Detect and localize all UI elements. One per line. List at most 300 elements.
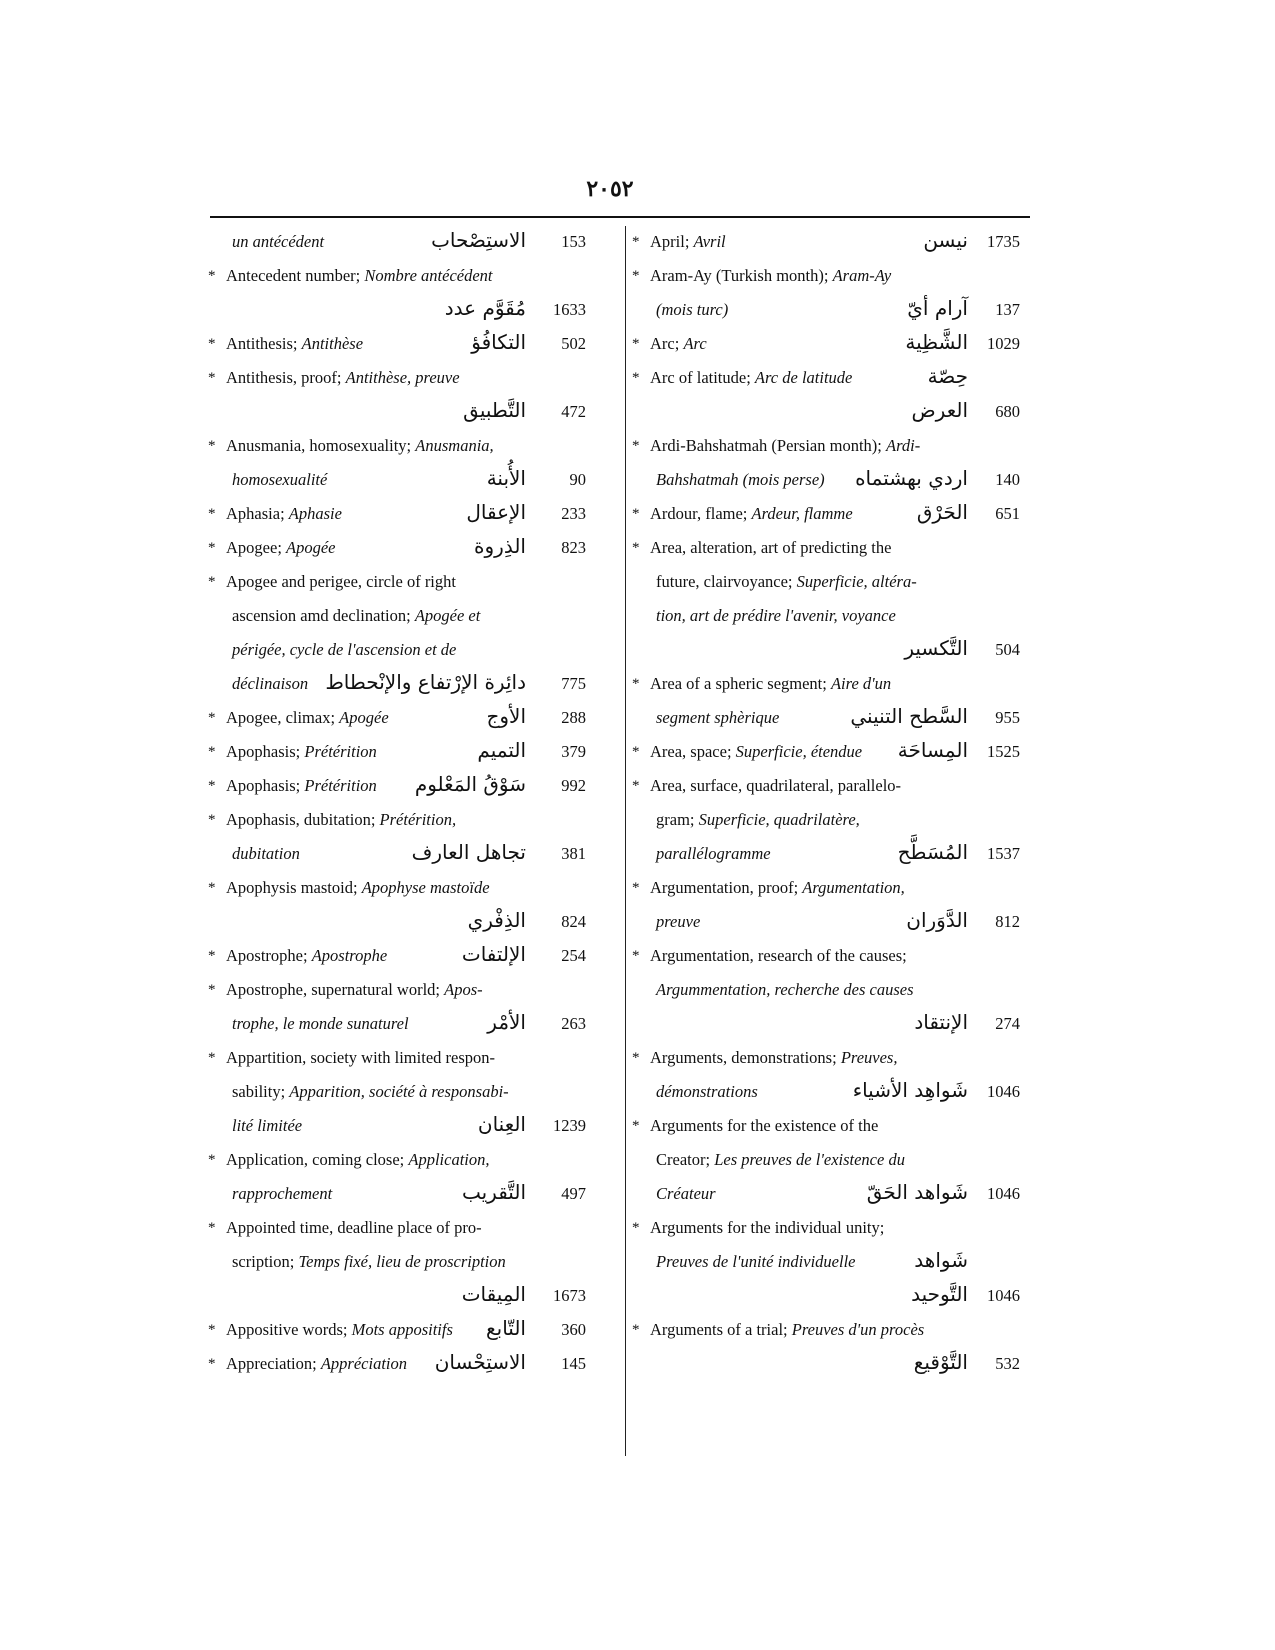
- entry-number: 992: [561, 776, 586, 795]
- entry-line: [632, 260, 1040, 294]
- entry-line: [632, 872, 1040, 906]
- entry-bullet: *: [632, 370, 640, 386]
- entry-number: 812: [995, 912, 1020, 931]
- entry-bullet: *: [632, 676, 640, 692]
- entry-english: Area, surface, quadrilateral, parallelo-: [650, 776, 902, 795]
- entry-line: [208, 804, 616, 838]
- entry-number: 775: [561, 674, 586, 693]
- entry-line: [208, 634, 616, 668]
- entry-arabic-term: السَّطح التنيني: [850, 704, 968, 728]
- entry-text: [650, 742, 862, 762]
- entry-text: [232, 1184, 332, 1204]
- entry-arabic-term: الإلتفات: [461, 942, 526, 966]
- entry-line: [632, 1280, 1040, 1314]
- entry-bullet: *: [632, 1322, 640, 1338]
- entry-english: Apogee, climax;: [226, 708, 340, 727]
- entry-text: [226, 810, 456, 830]
- entry-line: [208, 906, 616, 940]
- entry-french: Preuves de l'unité individuelle: [656, 1252, 856, 1271]
- entry-arabic-term: حِصّة: [927, 364, 968, 388]
- entry-number: 1046: [987, 1286, 1020, 1305]
- entry-line: [208, 328, 616, 362]
- entry-number: 824: [561, 912, 586, 931]
- entry-number: 360: [561, 1320, 586, 1339]
- entry-french: Apogée: [339, 708, 389, 727]
- entry-text: [232, 674, 308, 694]
- page-number: ٢٠٥٢: [586, 176, 634, 201]
- entry-line: [632, 974, 1040, 1008]
- entry-bullet: *: [208, 1152, 216, 1168]
- entry-bullet: *: [632, 506, 640, 522]
- entry-french: déclinaison: [232, 674, 309, 693]
- entry-number: 497: [561, 1184, 586, 1203]
- entry-english: Antithesis, proof;: [226, 368, 346, 387]
- entry-english: sability;: [232, 1082, 290, 1101]
- entry-line: [632, 464, 1040, 498]
- entry-line: [632, 1144, 1040, 1178]
- entry-number: 145: [561, 1354, 586, 1373]
- entry-arabic-term: الأمْر: [487, 1010, 526, 1034]
- entry-english: Argumentation, research of the causes;: [650, 946, 907, 965]
- entry-french: Superficie, quadrilatère,: [698, 810, 860, 829]
- entry-text: [656, 606, 896, 626]
- entry-line: [632, 498, 1040, 532]
- entry-arabic-term: آرام أيّ: [907, 296, 968, 320]
- entry-number: 823: [561, 538, 586, 557]
- entry-english: Apophasis, dubitation;: [226, 810, 380, 829]
- entry-arabic-term: الإنتقاد: [914, 1010, 968, 1034]
- entry-english: April;: [650, 232, 694, 251]
- entry-line: [208, 872, 616, 906]
- entry-text: [650, 674, 891, 694]
- entry-french: Nombre antécédent: [364, 266, 493, 285]
- entry-line: [208, 940, 616, 974]
- entry-line: [632, 770, 1040, 804]
- entry-number: 379: [561, 742, 586, 761]
- entry-number: 1046: [987, 1082, 1020, 1101]
- entry-french: Bahshatmah (mois perse): [656, 470, 825, 489]
- entry-arabic-term: التَّكسير: [904, 636, 968, 660]
- entry-line: [208, 1314, 616, 1348]
- entry-bullet: *: [208, 574, 216, 590]
- entry-number: 1525: [987, 742, 1020, 761]
- entry-bullet: *: [208, 438, 216, 454]
- entry-text: [232, 232, 324, 252]
- entry-english: Aphasia;: [226, 504, 289, 523]
- entry-french: Apogée: [286, 538, 336, 557]
- entry-line: [632, 532, 1040, 566]
- entry-english: Ardour, flame;: [650, 504, 752, 523]
- entry-text: [232, 1014, 409, 1034]
- entry-text: [656, 844, 771, 864]
- entry-arabic-term: الإعقال: [466, 500, 526, 524]
- entry-line: [632, 634, 1040, 668]
- entry-text: [656, 572, 917, 592]
- entry-english: Argumentation, proof;: [650, 878, 803, 897]
- entry-french: Argumentation,: [802, 878, 905, 897]
- entry-number: 381: [561, 844, 586, 863]
- entry-line: [632, 1110, 1040, 1144]
- entry-text: [226, 708, 389, 728]
- entry-french: Superficie, étendue: [735, 742, 863, 761]
- entry-bullet: *: [208, 370, 216, 386]
- entry-french: Les preuves de l'existence du: [714, 1150, 905, 1169]
- entry-french: Argummentation, recherche des causes: [656, 980, 914, 999]
- entry-text: [656, 470, 825, 490]
- entry-bullet: *: [208, 744, 216, 760]
- entry-text: [226, 436, 494, 456]
- entry-number: 651: [995, 504, 1020, 523]
- entry-english: Apostrophe;: [226, 946, 312, 965]
- entry-arabic-term: التَّوحيد: [911, 1282, 968, 1306]
- entry-bullet: *: [632, 880, 640, 896]
- entry-bullet: *: [632, 1118, 640, 1134]
- entry-text: [226, 1354, 407, 1374]
- entry-french: (mois turc): [656, 300, 729, 319]
- entry-english: Apostrophe, supernatural world;: [226, 980, 445, 999]
- entry-text: [226, 368, 460, 388]
- entry-text: [232, 606, 480, 626]
- entry-english: Anusmania, homosexuality;: [226, 436, 416, 455]
- entry-english: un antécédent: [232, 232, 325, 251]
- entry-bullet: *: [632, 744, 640, 760]
- entry-number: 140: [995, 470, 1020, 489]
- entry-french: Antithèse, preuve: [345, 368, 460, 387]
- entry-arabic-term: المِيقات: [461, 1282, 526, 1306]
- entry-arabic-term: التميم: [477, 738, 526, 762]
- entry-french: Prétérition,: [379, 810, 457, 829]
- entry-text: [656, 708, 779, 728]
- entry-line: [208, 566, 616, 600]
- entry-text: [226, 878, 490, 898]
- entry-line: [208, 1348, 616, 1382]
- entry-english: Apophasis;: [226, 776, 305, 795]
- entry-arabic-term: مُقَوَّم عدد: [444, 296, 526, 320]
- entry-text: [656, 1082, 758, 1102]
- entry-number: 288: [561, 708, 586, 727]
- entry-line: [632, 1076, 1040, 1110]
- entry-line: [208, 600, 616, 634]
- entry-arabic-term: العرض: [911, 398, 968, 422]
- entry-number: 502: [561, 334, 586, 353]
- entry-french: Créateur: [656, 1184, 716, 1203]
- entry-line: [632, 1348, 1040, 1382]
- entry-bullet: *: [208, 948, 216, 964]
- entry-english: future, clairvoyance;: [656, 572, 797, 591]
- entry-french: Superficie, altéra-: [796, 572, 917, 591]
- entry-english: Apogee;: [226, 538, 287, 557]
- entry-line: [208, 1246, 616, 1280]
- entry-english: Appointed time, deadline place of pro-: [226, 1218, 482, 1237]
- entry-line: [632, 566, 1040, 600]
- entry-arabic-term: التَّقريب: [461, 1180, 526, 1204]
- entry-number: 532: [995, 1354, 1020, 1373]
- entry-text: [650, 1218, 884, 1238]
- entry-text: [650, 436, 920, 456]
- entry-arabic-term: شَواهد: [914, 1248, 968, 1272]
- entry-line: [208, 1212, 616, 1246]
- entry-bullet: *: [208, 540, 216, 556]
- entry-text: [232, 844, 300, 864]
- entry-english: Aram-Ay (Turkish month);: [650, 266, 833, 285]
- entry-line: [208, 1144, 616, 1178]
- entry-line: [632, 226, 1040, 260]
- entry-line: [208, 1042, 616, 1076]
- entry-text: [650, 232, 726, 252]
- entry-text: [226, 504, 342, 524]
- entry-text: [656, 300, 728, 320]
- entry-english: ascension amd declination;: [232, 606, 415, 625]
- entry-text: [650, 504, 853, 524]
- entry-arabic-term: الذِفْري: [467, 908, 526, 932]
- entry-arabic-term: الشَّظِية: [905, 330, 968, 354]
- entry-arabic-term: الحَرْق: [916, 500, 968, 524]
- entry-english: Antithesis;: [226, 334, 302, 353]
- entry-english: Ardi-Bahshatmah (Persian month);: [650, 436, 886, 455]
- entry-line: [632, 804, 1040, 838]
- entry-french: Preuves,: [840, 1048, 898, 1067]
- entry-line: [632, 838, 1040, 872]
- entry-line: [632, 736, 1040, 770]
- entry-text: [232, 1252, 506, 1272]
- entry-french: Mots appositifs: [351, 1320, 453, 1339]
- entry-bullet: *: [208, 1050, 216, 1066]
- entry-number: 1673: [553, 1286, 586, 1305]
- entry-number: 1537: [987, 844, 1020, 863]
- entry-bullet: *: [208, 982, 216, 998]
- entry-line: [632, 906, 1040, 940]
- entry-line: [208, 736, 616, 770]
- entry-number: 274: [995, 1014, 1020, 1033]
- entry-text: [650, 776, 901, 796]
- entry-line: [208, 1008, 616, 1042]
- entry-french: Arc: [683, 334, 707, 353]
- entry-text: [226, 776, 377, 796]
- header-rule: [210, 216, 1030, 218]
- entry-arabic-term: الاستِحْسان: [434, 1350, 526, 1374]
- entry-text: [226, 572, 456, 592]
- entry-arabic-term: التَّوْقيع: [913, 1350, 968, 1374]
- entry-english: Application, coming close;: [226, 1150, 409, 1169]
- entry-bullet: *: [632, 234, 640, 250]
- entry-text: [232, 640, 456, 660]
- entry-english: Apophysis mastoid;: [226, 878, 362, 897]
- entry-line: [208, 498, 616, 532]
- entry-line: [632, 328, 1040, 362]
- entry-line: [208, 532, 616, 566]
- entry-number: 233: [561, 504, 586, 523]
- entry-bullet: *: [208, 1356, 216, 1372]
- entry-french: Prétérition: [304, 776, 377, 795]
- entry-line: [632, 668, 1040, 702]
- entry-line: [632, 940, 1040, 974]
- entry-french: Apogée et: [414, 606, 481, 625]
- entry-english: Apogee and perigee, circle of right: [226, 572, 456, 591]
- entry-english: Appartition, society with limited respon-: [226, 1048, 495, 1067]
- entry-line: [208, 464, 616, 498]
- entry-number: 472: [561, 402, 586, 421]
- entry-french: Ardi-: [886, 436, 921, 455]
- entry-french: Anusmania,: [415, 436, 494, 455]
- entry-english: Creator;: [656, 1150, 715, 1169]
- entry-english: Arguments for the individual unity;: [650, 1218, 885, 1237]
- entry-french: Arc de latitude: [754, 368, 853, 387]
- entry-arabic-term: دائِرة الإرْتفاع والإنْحطاط: [325, 670, 526, 694]
- entry-english: Arguments for the existence of the: [650, 1116, 879, 1135]
- entry-line: [208, 362, 616, 396]
- column-divider: [625, 226, 626, 1456]
- entry-text: [226, 538, 336, 558]
- entry-line: [632, 1008, 1040, 1042]
- entry-french: parallélogramme: [656, 844, 771, 863]
- entry-french: Temps fixé, lieu de proscription: [298, 1252, 506, 1271]
- entry-english: Area of a spheric segment;: [650, 674, 831, 693]
- entry-english: Appreciation;: [226, 1354, 321, 1373]
- entry-english: Apophasis;: [226, 742, 305, 761]
- entry-text: [232, 470, 327, 490]
- entry-text: [650, 946, 907, 966]
- entry-arabic-term: التكافُؤ: [471, 330, 526, 354]
- entry-number: 90: [569, 470, 586, 489]
- entry-bullet: *: [208, 506, 216, 522]
- entry-arabic-term: المُسَطَّح: [897, 840, 968, 864]
- entry-french: Apparition, société à responsabi-: [289, 1082, 509, 1101]
- entry-bullet: *: [208, 778, 216, 794]
- entry-text: [656, 1252, 855, 1272]
- entry-english: Appositive words;: [226, 1320, 352, 1339]
- entry-line: [632, 1212, 1040, 1246]
- entry-french: Preuves d'un procès: [791, 1320, 925, 1339]
- entry-french: Aire d'un: [830, 674, 892, 693]
- entry-line: [208, 294, 616, 328]
- entry-bullet: *: [632, 1050, 640, 1066]
- entry-bullet: *: [208, 336, 216, 352]
- entry-bullet: *: [208, 710, 216, 726]
- entry-line: [208, 974, 616, 1008]
- entry-french: Application,: [408, 1150, 490, 1169]
- entry-text: [226, 334, 363, 354]
- entry-english: Antecedent number;: [226, 266, 365, 285]
- entry-french: dubitation: [232, 844, 300, 863]
- entry-bullet: *: [208, 1220, 216, 1236]
- entry-text: [650, 538, 891, 558]
- entry-line: [208, 260, 616, 294]
- entry-text: [226, 1048, 495, 1068]
- entry-bullet: *: [632, 268, 640, 284]
- entry-arabic-term: الأُبنة: [486, 466, 526, 490]
- entry-text: [650, 368, 852, 388]
- entry-text: [226, 946, 387, 966]
- entry-number: 1633: [553, 300, 586, 319]
- entry-number: 153: [561, 232, 586, 251]
- entry-line: [632, 1178, 1040, 1212]
- entry-english: Arc of latitude;: [650, 368, 755, 387]
- entry-arabic-term: تجاهل العارف: [411, 840, 526, 864]
- entry-number: 955: [995, 708, 1020, 727]
- entry-english: scription;: [232, 1252, 299, 1271]
- entry-french: preuve: [656, 912, 701, 931]
- entry-english: Area, space;: [650, 742, 736, 761]
- entry-bullet: *: [632, 438, 640, 454]
- entry-line: [208, 702, 616, 736]
- entry-french: Apos-: [444, 980, 483, 999]
- entry-bullet: *: [632, 336, 640, 352]
- entry-french: Apophyse mastoïde: [361, 878, 490, 897]
- entry-text: [656, 1150, 905, 1170]
- entry-line: [632, 362, 1040, 396]
- entry-bullet: *: [208, 1322, 216, 1338]
- entry-line: [632, 396, 1040, 430]
- entry-french: tion, art de prédire l'avenir, voyance: [656, 606, 896, 625]
- entry-text: [650, 334, 707, 354]
- entry-arabic-term: نيسن: [923, 228, 968, 252]
- entry-line: [208, 838, 616, 872]
- entry-line: [632, 702, 1040, 736]
- entry-french: Avril: [693, 232, 726, 251]
- entry-bullet: *: [632, 1220, 640, 1236]
- entry-text: [650, 1048, 897, 1068]
- entry-text: [656, 1184, 716, 1204]
- entry-text: [650, 1116, 878, 1136]
- entry-arabic-term: شَواهد الحَقّ: [866, 1180, 968, 1204]
- entry-english: Arc;: [650, 334, 684, 353]
- entry-number: 254: [561, 946, 586, 965]
- entry-arabic-term: المِساحَة: [897, 738, 968, 762]
- entry-arabic-term: سَوْقُ المَعْلوم: [414, 772, 526, 796]
- entry-number: 1029: [987, 334, 1020, 353]
- entry-text: [226, 1150, 490, 1170]
- entry-line: [632, 1246, 1040, 1280]
- entry-french: Aphasie: [288, 504, 342, 523]
- entry-bullet: *: [632, 778, 640, 794]
- entry-english: Arguments of a trial;: [650, 1320, 792, 1339]
- entry-english: Arguments, demonstrations;: [650, 1048, 841, 1067]
- entry-line: [632, 600, 1040, 634]
- entry-line: [632, 1042, 1040, 1076]
- entry-text: [226, 1320, 453, 1340]
- entry-bullet: *: [208, 880, 216, 896]
- entry-line: [208, 770, 616, 804]
- entry-french: Aram-Ay: [832, 266, 892, 285]
- entry-line: [632, 1314, 1040, 1348]
- entry-french: Apostrophe: [311, 946, 388, 965]
- entry-text: [656, 912, 700, 932]
- entry-text: [650, 878, 905, 898]
- entry-line: [208, 1178, 616, 1212]
- entry-french: homosexualité: [232, 470, 328, 489]
- entry-line: [632, 294, 1040, 328]
- entry-text: [650, 266, 891, 286]
- entry-arabic-term: التّابع: [486, 1316, 526, 1340]
- entry-line: [208, 226, 616, 260]
- entry-arabic-term: شَواهِد الأشياء: [852, 1078, 968, 1102]
- entry-line: [208, 396, 616, 430]
- entry-arabic-term: الاستِصْحاب: [431, 228, 526, 252]
- entry-bullet: *: [632, 948, 640, 964]
- entry-text: [226, 266, 493, 286]
- entry-text: [232, 1116, 302, 1136]
- entry-french: périgée, cycle de l'ascension et de: [232, 640, 457, 659]
- entry-number: 1239: [553, 1116, 586, 1135]
- entry-english: gram;: [656, 810, 699, 829]
- entry-number: 137: [995, 300, 1020, 319]
- entry-text: [650, 1320, 924, 1340]
- entry-french: trophe, le monde sunaturel: [232, 1014, 409, 1033]
- entry-line: [208, 1110, 616, 1144]
- entry-french: Prétérition: [304, 742, 377, 761]
- entry-number: 680: [995, 402, 1020, 421]
- entry-arabic-term: العِنان: [477, 1112, 526, 1136]
